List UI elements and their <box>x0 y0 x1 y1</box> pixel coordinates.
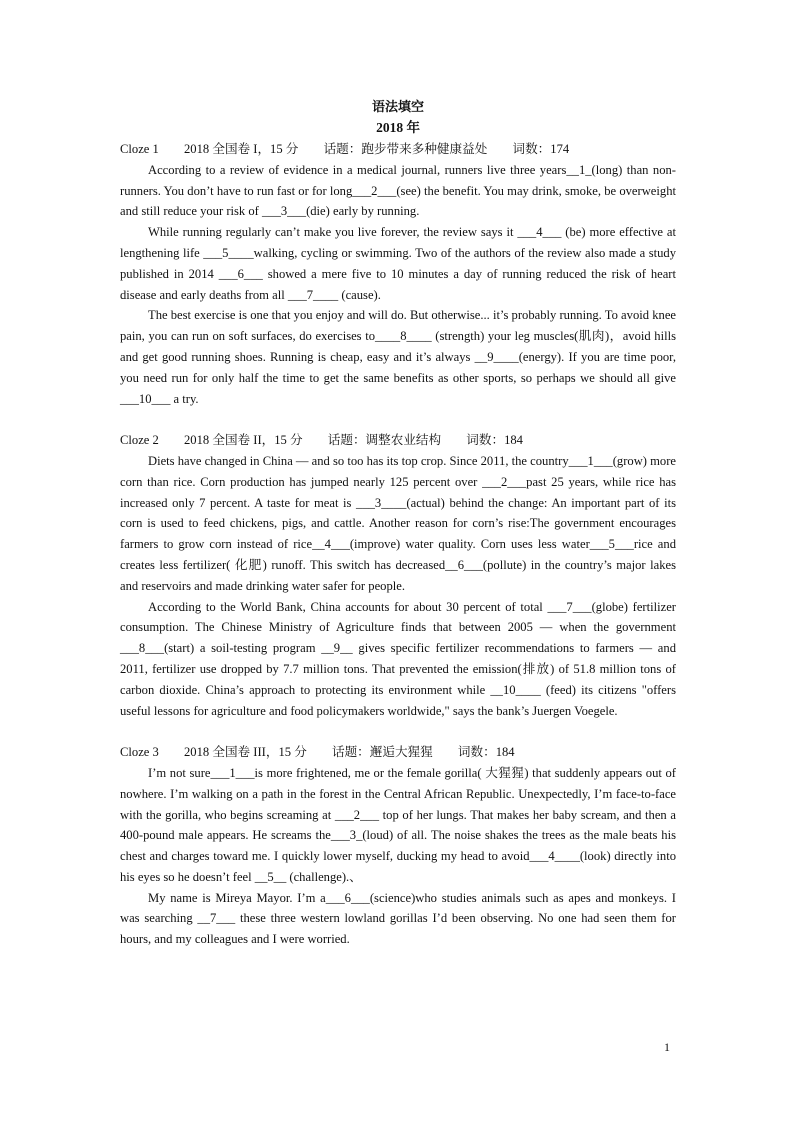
cloze-paragraph: While running regularly can’t make you live forever, the review says it ___4___ (be) more effective at lengthening life ___5____walking, cycling or swimming. Two of the authors of the review also made a study published in 2014 ___6___ showed a mere five to 10 minutes a day of running reduced the risk of heart disease and early deaths from all ___7____ (cause). <box>120 225 676 302</box>
cloze-section-3 <box>120 742 676 950</box>
cloze-paragraph: According to a review of evidence in a medical journal, runners live three years__1_(long) than non-runners. You don’t have to run fast or for long___2___(see) the benefit. You may drink, smoke, be overweight and still reduce your risk of ___3___(die) early by running. <box>120 162 676 219</box>
document-page <box>120 98 676 950</box>
cloze-paragraph: I’m not sure___1___is more frightened, me or the female gorilla( 大猩猩) that suddenly appears out of nowhere. I’m walking on a path in the forest in the Central African Republic. Unexpectedly, I’m face-to-face with the gorilla, who begins screaming at ___2___ top of her lungs. That makes her baby scream, and then a 400-pound male appears. He screams the___3_(loud) of all. The noise shakes the trees as the male beats his chest and charges toward me. I quickly lower myself, ducking my head to avoid___4____(look) directly into his eyes so he doesn’t feel __5__ (challenge).、 <box>120 765 676 884</box>
cloze-paragraph: My name is Mireya Mayor. I’m a___6___(science)who studies animals such as apes and monkeys. I was searching __7___ these three western lowland gorillas I’d been observing. No one had seen them for hours, and my colleagues and I were worried. <box>120 890 676 947</box>
cloze-paragraph: According to the World Bank, China accounts for about 30 percent of total ___7___(globe) fertilizer consumption. The Chinese Ministry of Agriculture finds that between 2005 — when the government ___8___(start) a soil-testing program __9__ gives specific fertilizer recommendations to farmers — and 2011, fertilizer use dropped by 7.7 million tons. That prevented the emission(排放) of 51.8 million tons of carbon dioxide. China’s approach to protecting its environment while __10____ (feed) its citizens "offers useful lessons for agriculture and food policymakers worldwide," says the bank’s Juergen Voegele. <box>120 599 676 718</box>
document-title: 语法填空 <box>371 100 424 115</box>
cloze-paragraph: The best exercise is one that you enjoy and will do. But otherwise... it’s probably running. To avoid knee pain, you can run on soft surfaces, do exercises to____8____ (strength) your leg muscles(肌肉)，avoid hills and get good running shoes. Running is cheap, easy and it’s always __9____(energy). If you are time poor, you need run for only half the time to get the same benefits as other sports, so perhaps we should all give ___10___ a try. <box>120 308 676 406</box>
section-spacer <box>120 409 676 430</box>
document-year: 2018 年 <box>376 120 420 135</box>
section-spacer <box>120 721 676 742</box>
cloze-header: Cloze 2 2018 全国卷 II，15 分 话题：调整农业结构 词数：184 <box>120 433 523 448</box>
cloze-header: Cloze 1 2018 全国卷 I，15 分 话题：跑步带来多种健康益处 词数：174 <box>120 142 570 156</box>
cloze-section-2 <box>120 430 676 721</box>
cloze-header: Cloze 3 2018 全国卷 III，15 分 话题：邂逅大猩猩 词数：184 <box>120 745 515 760</box>
page-number: 1 <box>664 1040 670 1054</box>
cloze-section-1 <box>120 139 676 409</box>
cloze-paragraph: Diets have changed in China — and so too has its top crop. Since 2011, the country___1___(grow) more corn than rice. Corn production has jumped nearly 125 percent over ___2___past 25 years, while rice has increased only 7 percent. A taste for meat is ___3____(actual) behind the change: An important part of its corn is used to feed chickens, pigs, and cattle. Another reason for corn’s rise:The government encourages farmers to grow corn instead of rice__4___(improve) water quality. Corn uses less water___5___rice and creates less fertilizer( 化肥) runoff. This switch has decreased__6___(pollute) in the country’s major lakes and reservoirs and made drinking water safer for people. <box>120 453 677 593</box>
